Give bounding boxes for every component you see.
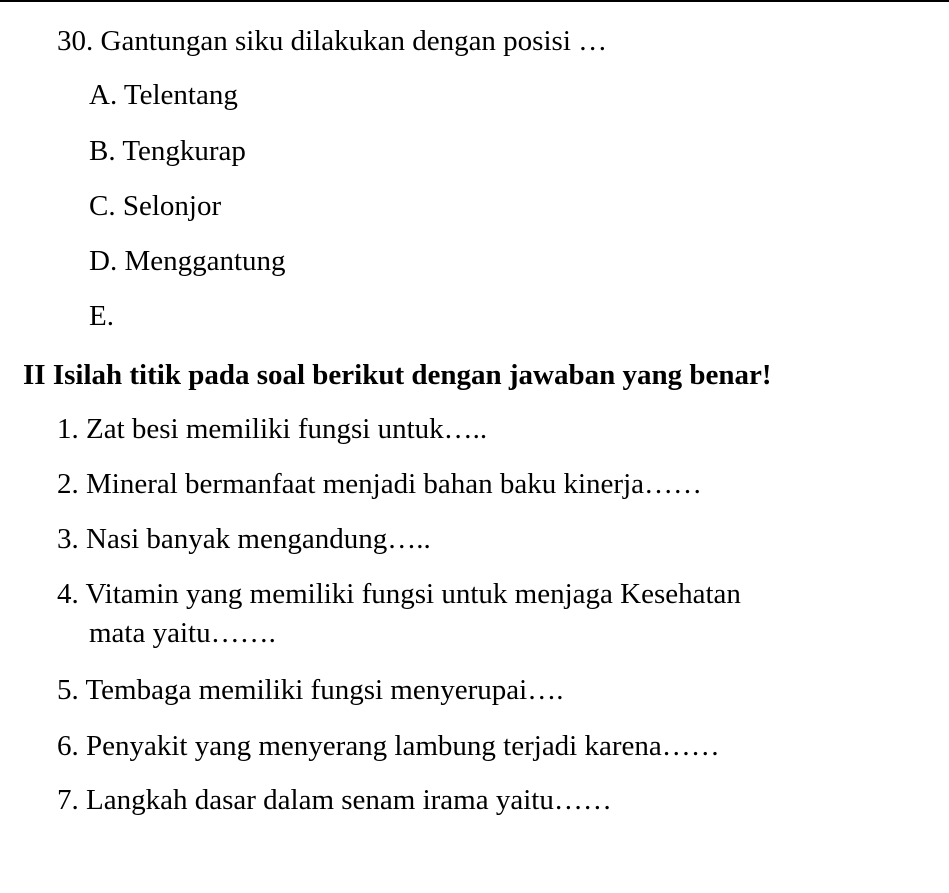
fill-item-5: 5. Tembaga memiliki fungsi menyerupai…. — [57, 674, 564, 706]
option-d: D. Menggantung — [89, 245, 286, 277]
fill-item-4: 4. Vitamin yang memiliki fungsi untuk menjaga Kesehatan — [57, 578, 741, 610]
option-c: C. Selonjor — [89, 190, 222, 222]
question-30-stem: 30. Gantungan siku dilakukan dengan posisi … — [57, 25, 608, 57]
fill-item-4-continuation: mata yaitu……. — [89, 617, 276, 649]
top-border-line — [0, 0, 949, 2]
fill-item-6: 6. Penyakit yang menyerang lambung terjadi karena…… — [57, 730, 720, 762]
fill-item-3: 3. Nasi banyak mengandung….. — [57, 523, 431, 555]
fill-item-1: 1. Zat besi memiliki fungsi untuk….. — [57, 413, 488, 445]
section-2-heading: II Isilah titik pada soal berikut dengan jawaban yang benar! — [23, 359, 772, 391]
fill-item-7: 7. Langkah dasar dalam senam irama yaitu…… — [57, 784, 612, 816]
fill-item-2: 2. Mineral bermanfaat menjadi bahan baku kinerja…… — [57, 468, 703, 500]
option-a: A. Telentang — [89, 79, 238, 111]
option-b: B. Tengkurap — [89, 135, 246, 167]
option-e: E. — [89, 300, 114, 332]
